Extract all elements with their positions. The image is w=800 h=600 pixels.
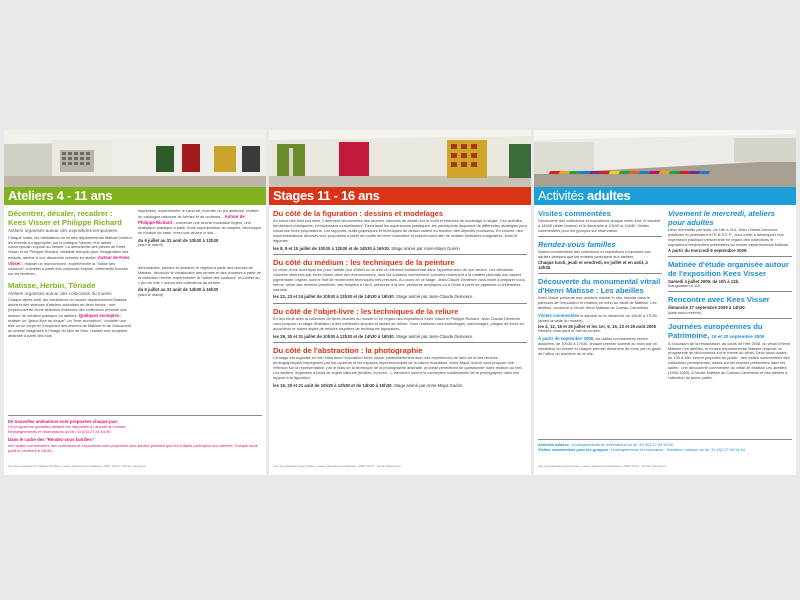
heading-rencontre-kees-visser: Rencontre avec Kees Visser [668, 295, 770, 305]
heading-abstraction: Du côté de l'abstraction : la photographie [273, 346, 423, 355]
paragraph-rendez-vous-familles: Visites commentées des collections et expositions proposées aux adultes pendant que les enfants participent aux ateliers. [538, 248, 651, 259]
note-ateliers-morning: (sauf le mardi) [138, 241, 163, 247]
ateliers-column-right [138, 209, 262, 409]
activites-footer [538, 437, 792, 457]
panel-stages [269, 130, 531, 475]
paragraph-ateliers-visser: imprimées, expérimenter le Land art, inventer un jeu aléatoire, réaliser un catalogue raisonné de formes et de couleurs... Autour de Philippe Richard : concevoir une œuvre modulaire légère, une réalisation plastique à partir d'une superposition de calques, développer un module de base, créer une œuvre in situ... [138, 209, 262, 235]
heading-journees-patrimoine: Journées européennes du Patrimoine, 19 et 20 septembre 2009 [668, 321, 765, 340]
heading-medium: Du côté du médium : les techniques de la peinture [273, 257, 455, 267]
heading-rendez-vous-familles: Rendez-vous familles [538, 239, 616, 249]
paragraph-journees-patrimoine: À l'occasion de la restauration, au cours de l'été 2008, du vitrail d'Henri Matisse Les abeilles, le musée départemental Matisse propose un programme de découvertes sur le thème du vitrail. Deux jours durant, de 10h à 18h, seront proposés au public : des visites commentées des collections permanentes, axées sur les œuvres présentées dans les salles ; une découverte commentée du vitrail de Matisse Les abeilles (1954-1955), à l'école Matisse du Cateau-Cambrésis et des ateliers à l'attention du jeune public. [668, 340, 791, 380]
date-figuration: les 8, 9 et 10 juillet de 10h30 à 12h30 et de 14h30 à 16h30. Stage animé par Anne-Maya Guérin [273, 245, 460, 251]
heading-vivement-mercredi: Vivement le mercredi, ateliers pour adultes [668, 209, 775, 227]
note-matinee-etude: Inauguration à 11h. [668, 283, 702, 289]
date-medium: les 22, 23 et 24 juillet de 10h30 à 12h30 et de 14h30 à 16h30. Stage animé par Jean-Claude Demeure. [273, 294, 474, 300]
paragraph-objet-livre: En lien étroit avec la collection de livres illustrés du musée et en regard des expositions Kees Visser et Philippe Richard, Jean-Claude Demeure vous propose un stage d'initiation à des méthodes simples et faciles de reliure. Vous réaliserez des emboîtages, cartonnages, pliages de livres en accordéon et autres styles de reliures inspirées de techniques japonaises. [273, 315, 524, 331]
photo-credit-ateliers: Vue de l'exposition de Philippe Richard, musée départemental Matisse, 2009. Photo : Florian Kleinefenn. [8, 464, 148, 469]
date-rencontre: dimanche 27 septembre 2009 à 14h30 [668, 305, 745, 311]
paragraph-figuration: Au cours des trois journées, il alternent découvertes des œuvres, séances de dessin sur le motif et séances de modelage à l'argile. Ces activités, étroitement imbriquées, s'enrichissent mutuellement. Favorisant les expériences plastiques, les participants disposent de différentes stratégies pour construire leurs propositions. Les supports, outils graphiques et techniques de dessin varient en fonction des objectifs poursuivis. En volume, des expérimentations diverses sont proposées à partir de motifs de terre chamottée et polychromes afin de réaliser bestiaires imaginaires, fruits et légumes. [273, 218, 527, 243]
footer-new-animations: De nouvelles animations sont proposées chaque jour. [8, 419, 119, 424]
paragraph-medium: Le choix d'une technique est pour l'artiste (sur d'illiver ou la crée un élément fondamental dans l'appréhension de son œuvre. Les vibrations colorées obtenues par Kees Visser dans ses monochromes, dont les surfaces intensément colorées redonnent à la matière picturale son aspect pigmentaire originel, sont le fruit de recherches techniques très précises. Au cours de ce stage, Jean-Claude Demeure vous invite à préparer vous-même, selon des recettes primitives, des tempera à l'œuf, peintures à la cire, peintures acryliques ou à l'huile à partir de pigments et d'éléments naturels. [273, 266, 526, 292]
gallery-photo-ateliers [4, 130, 266, 187]
heading-figuration: Du côté de la figuration : dessins et modelages [273, 209, 444, 218]
date-objet-livre: les 29, 30 et 31 juillet de 10h30 à 12h30 et de 14h30 à 16h30. Stage animé par Jean-Claude Demeure. [273, 333, 474, 339]
date-ateliers-afternoon: du 6 juillet au 31 août de 14h30 à 16h30 [138, 287, 219, 293]
subheading-ateliers-collections: Ateliers organisés autour des collections du musée [8, 290, 112, 296]
date-matinee-etude: Samedi 4 juillet 2009, de 10h à 12h. [668, 279, 740, 285]
note-ateliers-afternoon: (sauf le mardi) [138, 291, 163, 297]
paragraph-vivement-mercredi: Deux mercredis par mois, de 18h à 21h, Jean-Claude Demeure, plasticien et professeur à l'E.N.S.E.P., vous invite à développer une expression plastique personnelle en regard des collections et expositions temporaires présentées au musée départemental Matisse. [668, 227, 790, 247]
date-rendez-vous-familles: Chaque lundi, jeudi et vendredi, en juillet et en août, à 14h30. [538, 259, 648, 270]
subheading-ateliers-expositions: Ateliers organisés autour des expositions temporaires [8, 228, 118, 233]
section-banner-ateliers [4, 187, 266, 205]
footer-rendez-vous: Dans le cadre des "Rendez-vous familles" [8, 437, 94, 443]
note-vitrail: Rendez-vous dans le hall du musée. [538, 328, 601, 334]
heading-matisse-herbin-teriade: Matisse, Herbin, Tériade [8, 280, 96, 290]
gallery-photo-stages [269, 130, 531, 187]
date-vivement-mercredi: À partir du mercredi 9 septembre 2009. [668, 247, 748, 253]
panel-activites-adultes [534, 130, 796, 475]
gallery-photo-activites [534, 130, 796, 187]
section-title-activites: Activités adultes [538, 188, 631, 203]
paragraph-abstraction: Ce stage est organisé en lien étroit avec l'exposition Kees Visser, particulièrement avec ses expériences de land art et ses œuvres photographiques imprégnées par les couleurs et les espaces impressionnants de la nature islandaise. Anne-Maya Guérin vous propose une réflexion sur la représentation, par le biais de la technique de la photographie abstraite, procédé permettant de questionner notre relation au réel. Les ateliers, organisés à partir de sujets naturels (feuilles, écorces...), viendront nourrir la conception traditionnelle de la photographie dans son rapport à la figuration. [273, 355, 523, 380]
paragraph-ateliers-collections-cont: débrodantes, peindre et dessiner le végétal à partir des œuvres de Matisse, découvrir le vocabulaire des formes et des couleurs à partir de la collection Herbin, expérimenter la "valise des couleurs" et s'initier au « jeu de l'oie » autour des collections du musée... [138, 264, 262, 285]
paragraph-ateliers-collections: Chaque après-midi, les médiateurs du musée départemental Matisse animent des séances d'ateliers articulées en deux temps : une (re)découverte d'une sélection d'œuvres des collections précède une séance de création plastique en ateliers. Quelques exemples : réaliser un "grand livre du cirque", un "livre-accordéon", modeler une tête ou un corps en s'inspirant des œuvres de Matisse et de Giacometti, un animal imaginaire à l'image du Mini de Miró, réaliser une sculpture abstraite à partir des bois [8, 297, 132, 338]
dates-vitrail: les 4, 12, 18 et 26 juillet et les 1er, 9, 15, 23 et 29 août 2009 [538, 323, 656, 329]
footer-activites-contact: Activités adultes : renseignements et réservations au tél. 33 (0)3 27 84 64 50 [538, 442, 674, 447]
note-rencontre: (date sous réserve) [668, 309, 702, 315]
activites-column-right [668, 209, 792, 431]
paragraph-vitrail: Kees Visser présente une peinture murale in situ, inscrite dans le parcours de l'exposition et réalisée en écho au vitrail de Matisse, Les abeilles, conservé à l'école Henri Matisse du Cateau-Cambrésis. [538, 295, 657, 311]
footer-groupes-contact: Visites commentées pour les groupes : renseignements et réservation : Sandrine Labaeye au tél. 33 (0)3 27 84 64 54 [538, 446, 746, 452]
section-banner-stages [269, 187, 531, 205]
section-title-ateliers: Ateliers 4 - 11 ans [8, 188, 113, 203]
paragraph-septembre: À partir de septembre 2009, les visites commentées seront assurées, de 10h30 à 17h30, chaque premier samedi du mois par un médiateur du musée et chaque premier dimanche du mois par un guide de l'office du tourisme de la ville. [538, 336, 662, 356]
heading-decentrer: Décentrer, décaler, recadrer : Kees Visser et Philippe Richard [8, 209, 122, 227]
footer-rendez-vous-text: des visites commentées des collections et expositions sont proposées aux adultes pendant que les enfants participent aux ateliers. Chaque lundi, jeudi et vendredi à 14h30. [8, 442, 259, 453]
date-ateliers-morning: du 6 juillet au 31 août de 10h30 à 12h30 [138, 237, 219, 243]
activites-column-left [538, 209, 662, 431]
ateliers-column-left [8, 209, 132, 409]
panel-ateliers [4, 130, 266, 475]
heading-objet-livre: Du côté de l'objet-livre : les techniques de la reliure [273, 306, 459, 316]
heading-visites-commentees: Visites commentées [538, 209, 611, 218]
heading-matinee-etude: Matinée d'étude organisée autour de l'exposition Kees Visser [668, 260, 789, 279]
photo-credit-activites: Vue de l'exposition Kees Visser, musée départemental Matisse, 2009. Photo : Florian Kleinefenn. [538, 464, 667, 469]
paragraph-visites-commentees: Découverte des collections et expositions chaque week-end, le samedi à 14h30 (visite foraine) et le dimanche à 10h30 et 14h30. Visites commentées pour les groupes sur réservation. [538, 218, 660, 233]
paragraph-vitrail-visites: Visites commentées le samedi ou le dimanche de 10h30 à 17h30 (après la visite du musée), [538, 313, 657, 323]
photo-credit-stages: Vue de l'exposition Kees Visser, musée départemental Matisse, 2009. Photo : Florian Kleinefenn. [273, 464, 402, 469]
footer-reservations: Renseignements et réservations au tél. 03 (0)3 27 84 64 50 [8, 429, 111, 435]
section-title-stages: Stages 11 - 16 ans [273, 188, 380, 203]
ateliers-footer [8, 413, 262, 461]
heading-vitrail: Découverte du monumental vitrail d'Henri Matisse : Les abeilles [538, 277, 661, 296]
stages-column [273, 209, 527, 467]
footer-program: Un programme quotidien détaillé est disponible à l'accueil du musée. [8, 424, 127, 430]
section-banner-activites [534, 187, 796, 205]
paragraph-ateliers-intro: Chaque matin, les médiateurs du musée départemental Matisse invitent les enfants à s'approprier par la pratique l'œuvre d'un artiste contemporain exposé au musée. La découverte des pièces de Kees Visser et de Philippe Richard, véritable tremplin pour l'imagination des enfants, amène à une démarche créative en atelier. Autour de Kees Visser : réaliser un monochrome, expérimenter la "valise des couleurs", travailler à partir d'un protocole imposé, d'éléments trouvés sur les fenêtres... [8, 234, 132, 276]
date-abstraction: les 19, 20 et 21 août de 10h30 à 12h30 et de 14h30 à 16h30. Stage animé par Anne-Maya Guérin. [273, 382, 464, 388]
